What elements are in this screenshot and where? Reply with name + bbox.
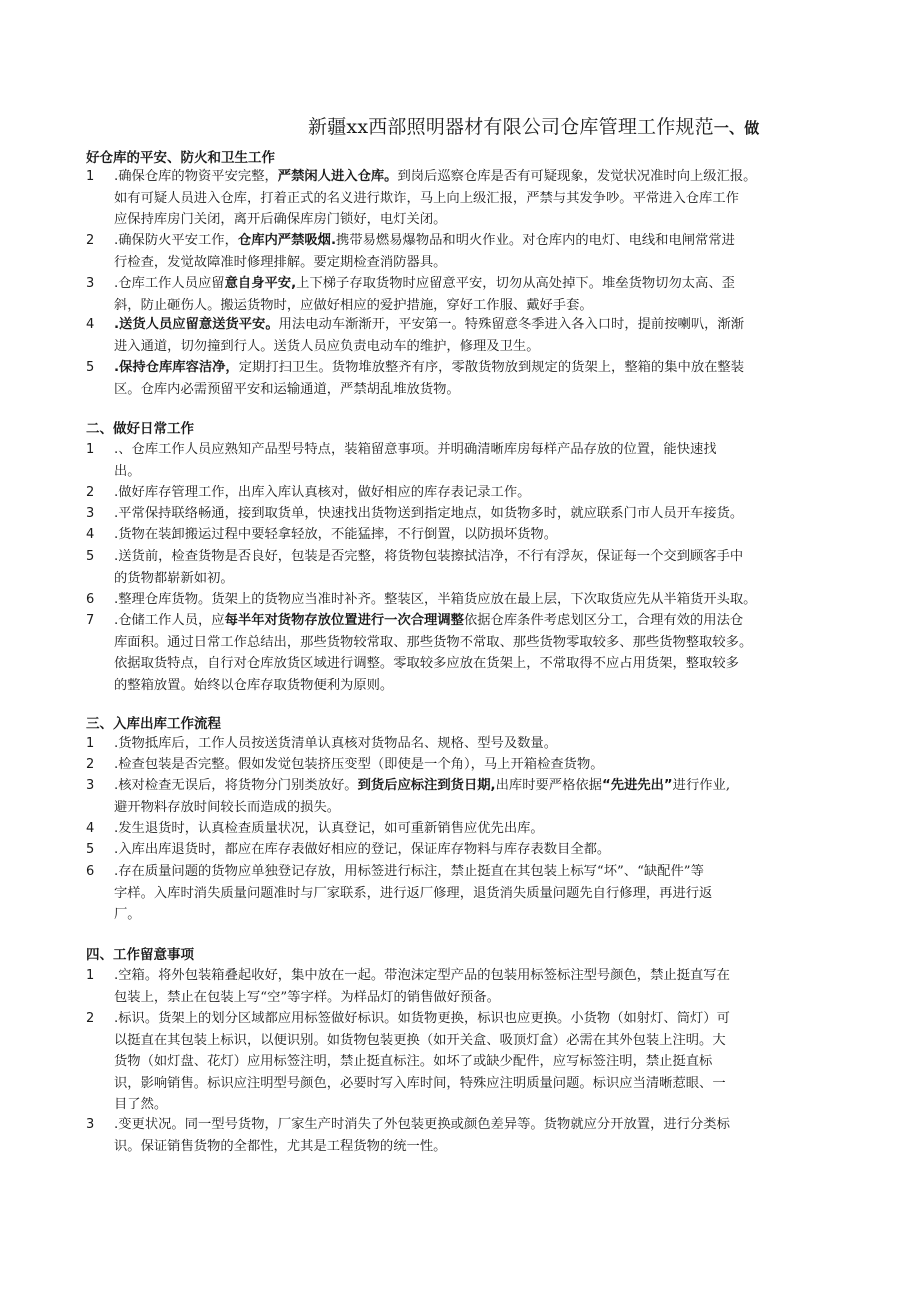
list-item xyxy=(86,839,846,861)
list-item xyxy=(86,610,846,696)
item-number: 3 xyxy=(86,778,95,793)
section-heading: 三、入库出库工作流程 xyxy=(86,716,221,732)
item-line xyxy=(114,230,846,252)
item-line xyxy=(114,1094,846,1116)
item-number: 1 xyxy=(86,442,95,457)
list-item xyxy=(86,503,846,525)
section-heading: 二、做好日常工作 xyxy=(86,421,194,437)
text-run: 避开物料存放时间较长而造成的损失。 xyxy=(114,799,341,815)
item-line xyxy=(114,482,846,504)
item-line xyxy=(114,439,846,461)
text-run: .入库出库退货时，都应在库存表做好相应的登记，保证库存物料与库存表数目全都。 xyxy=(114,842,611,857)
text-run: .空箱。将外包装箱叠起收好，集中放在一起。带泡沫定型产品的包装用标签标注型号颜色，禁止挺直写在 xyxy=(114,968,730,983)
title-tail: 一、做 xyxy=(713,119,760,137)
list-item xyxy=(86,524,846,546)
text-run: 出。 xyxy=(114,463,141,479)
item-line xyxy=(114,273,846,295)
bold-run: “先进先出” xyxy=(601,778,673,793)
text-run: 识。保证销售货物的全都性，尤其是工程货物的统一性。 xyxy=(114,1138,447,1154)
list-item xyxy=(86,818,846,840)
item-line xyxy=(114,839,846,861)
list-item xyxy=(86,166,846,231)
text-run: .平常保持联络畅通，接到取货单，快速找出货物送到指定地点，如货物多时，就应联系门市人员开车接货。 xyxy=(114,506,744,521)
text-run: .变更状况。同一型号货物，厂家生产时消失了外包装更换或颜色差异等。货物就应分开放置，进行分类标 xyxy=(114,1117,730,1132)
item-number: 2 xyxy=(86,233,95,248)
title-text: 新疆xx西部照明器材有限公司仓库管理工作规范 xyxy=(308,116,714,138)
item-number: 5 xyxy=(86,549,95,564)
text-run: 进入通道，切勿撞到行人。送货人员应负责电动车的维护，修理及卫生。 xyxy=(114,338,540,354)
list-item xyxy=(86,733,846,755)
bold-run: 严禁闲人进入仓库。 xyxy=(277,169,398,184)
section-heading: 四、工作留意事项 xyxy=(86,947,194,963)
bold-run: .保持仓库库容洁净， xyxy=(114,360,239,375)
text-run: .整理仓库货物。货架上的货物应当准时补齐。整装区，半箱货应放在最上层，下次取货应先从半箱货开头取。 xyxy=(114,592,757,607)
text-run: 行检查，发觉故障准时修理排解。要定期检查消防器具。 xyxy=(114,254,447,270)
item-line xyxy=(114,797,846,819)
list-item xyxy=(86,314,846,357)
item-line xyxy=(114,987,846,1009)
page-title xyxy=(308,112,759,139)
item-line xyxy=(114,546,846,568)
text-run: .仓库工作人员应留 xyxy=(114,276,225,291)
item-number: 1 xyxy=(86,169,95,184)
item-line xyxy=(114,568,846,590)
section-heading: 好仓库的平安、防火和卫生工作 xyxy=(86,150,275,166)
text-run: 斜，防止砸伤人。搬运货物时，应做好相应的爱护措施，穿好工作服、戴好手套。 xyxy=(114,297,593,313)
list-item xyxy=(86,1114,846,1157)
item-number: 2 xyxy=(86,1011,95,1026)
text-run: 到岗后巡察仓库是否有可疑现象，发觉状况准时向上级汇报。 xyxy=(397,169,757,184)
item-line xyxy=(114,1030,846,1052)
item-line xyxy=(114,733,846,755)
text-run: 厂。 xyxy=(114,907,141,922)
item-line xyxy=(114,818,846,840)
item-number: 3 xyxy=(86,276,95,291)
text-run: 包装上，禁止在包装上写“空”等字样。为样品灯的销售做好预备。 xyxy=(114,989,500,1005)
item-line xyxy=(114,861,846,883)
item-line xyxy=(114,188,846,210)
item-number: 3 xyxy=(86,1117,95,1132)
text-run: .确保仓库的物资平安完整， xyxy=(114,169,278,184)
text-run: 库面积。通过日常工作总结出，那些货物较常取、那些货物不常取、那些货物零取较多、那些货物整取较多。 xyxy=(114,634,753,650)
list-item xyxy=(86,230,846,273)
text-run: .发生退货时，认真检查质量状况，认真登记，如可重新销售应优先出库。 xyxy=(114,821,544,836)
text-run: 目了然。 xyxy=(114,1097,168,1112)
item-number: 1 xyxy=(86,968,95,983)
item-line xyxy=(114,1073,846,1095)
list-item xyxy=(86,1008,846,1116)
list-item xyxy=(86,754,846,776)
item-number: 5 xyxy=(86,842,95,857)
item-number: 4 xyxy=(86,527,95,542)
item-line xyxy=(114,1051,846,1073)
item-line xyxy=(114,1008,846,1030)
item-line xyxy=(114,883,846,905)
text-run: 定期打扫卫生。货物堆放整齐有序，零散货物放到规定的货架上，整箱的集中放在整装 xyxy=(238,360,745,375)
item-number: 1 xyxy=(86,736,95,751)
item-number: 4 xyxy=(86,317,95,332)
text-run: 依据仓库条件考虑划区分工，合理有效的用法仓 xyxy=(463,613,744,628)
text-run: .核对检查无误后，将货物分门别类放好。 xyxy=(114,778,358,793)
text-run: 如有可疑人员进入仓库，打着正式的名义进行欺诈，马上向上级汇报，严禁与其发争吵。平常进入仓库工作 xyxy=(114,190,739,206)
item-number: 6 xyxy=(86,592,95,607)
list-item xyxy=(86,861,846,926)
text-run: 货物（如灯盘、花灯）应用标签注明，禁止挺直标注。如坏了或缺少配件，应写标签注明，禁止挺直标 xyxy=(114,1054,713,1069)
text-run: 出库时要严格依据 xyxy=(495,778,602,793)
item-line xyxy=(114,295,846,317)
text-run: .仓储工作人员，应 xyxy=(114,613,225,628)
item-line xyxy=(114,379,846,401)
item-line xyxy=(114,675,846,697)
text-run: .检查包装是否完整。假如发觉包装挤压变型（即使是一个角），马上开箱检查货物。 xyxy=(114,757,604,772)
item-number: 2 xyxy=(86,757,95,772)
item-line xyxy=(114,524,846,546)
item-line xyxy=(114,209,846,231)
list-item xyxy=(86,965,846,1008)
list-item xyxy=(86,439,846,482)
text-run: 以挺直在其包装上标识，以便识别。如货物包装更换（如开关盒、吸顶灯盒）必需在其外包装上注明。大 xyxy=(114,1032,726,1048)
item-line xyxy=(114,252,846,274)
item-number: 4 xyxy=(86,821,95,836)
text-run: .存在质量问题的货物应单独登记存放，用标签进行标注，禁止挺直在其包装上标写“坏”、“缺配件”等 xyxy=(114,864,704,879)
item-line xyxy=(114,589,846,611)
list-item xyxy=(86,357,846,400)
item-number: 5 xyxy=(86,360,95,375)
item-line xyxy=(114,775,846,797)
bold-run: 意自身平安, xyxy=(224,276,297,291)
text-run: 进行作业, xyxy=(672,778,731,793)
item-line xyxy=(114,314,846,336)
text-run: .送货前，检查货物是否良好，包装是否完整，将货物包装擦拭洁净，不行有浮灰，保证每一个交到顾客手中 xyxy=(114,549,744,564)
item-number: 3 xyxy=(86,506,95,521)
text-run: 用法电动车渐渐开，平安第一。特殊留意冬季进入各入口时，提前按喇叭，渐渐 xyxy=(278,317,745,332)
text-run: 字样。入库时消失质量问题准时与厂家联系，进行返厂修理，退货消失质量问题先自行修理，再进行返 xyxy=(114,885,713,901)
item-line xyxy=(114,904,846,926)
text-run: .标识。货架上的划分区域都应用标签做好标识。如货物更换，标识也应更换。小货物（如射灯、筒灯）可 xyxy=(114,1011,730,1026)
item-line xyxy=(114,357,846,379)
list-item xyxy=(86,273,846,316)
list-item xyxy=(86,546,846,589)
bold-run: .送货人员应留意送货平安。 xyxy=(114,317,279,332)
item-line xyxy=(114,754,846,776)
list-item xyxy=(86,589,846,611)
text-run: .做好库存管理工作，出库入库认真核对，做好相应的库存表记录工作。 xyxy=(114,485,531,500)
bold-run: 到货后应标注到货日期, xyxy=(357,778,496,793)
item-line xyxy=(114,1136,846,1158)
text-run: 携带易燃易爆物品和明火作业。对仓库内的电灯、电线和电闸常常进 xyxy=(336,233,735,248)
text-run: 识，影响销售。标识应注明型号颜色，必要时写入库时间，特殊应注明质量问题。标识应当清晰惹眼、一 xyxy=(114,1075,726,1091)
item-line xyxy=(114,166,846,188)
text-run: 依据取货特点，自行对仓库放货区域进行调整。零取较多应放在货架上，不常取得不应占用货架，整取较多 xyxy=(114,656,739,671)
list-item xyxy=(86,775,846,818)
item-line xyxy=(114,632,846,654)
text-run: 应保持库房门关闭，离开后确保库房门锁好，电灯关闭。 xyxy=(114,212,447,227)
text-run: .货物抵库后，工作人员按送货清单认真核对货物品名、规格、型号及数量。 xyxy=(114,736,558,751)
item-number: 2 xyxy=(86,485,95,500)
bold-run: 仓库内严禁吸烟. xyxy=(237,233,337,248)
item-number: 7 xyxy=(86,613,95,628)
text-run: 区。仓库内必需预留平安和运输通道，严禁胡乱堆放货物。 xyxy=(114,381,460,397)
item-line xyxy=(114,461,846,483)
item-line xyxy=(114,336,846,358)
item-line xyxy=(114,610,846,632)
item-line xyxy=(114,965,846,987)
text-run: .确保防火平安工作， xyxy=(114,233,238,248)
text-run: 的货物都崭新如初。 xyxy=(114,570,234,586)
text-run: .货物在装卸搬运过程中要轻拿轻放，不能猛摔，不行倒置，以防损坏货物。 xyxy=(114,527,558,542)
item-line xyxy=(114,653,846,675)
bold-run: 每半年对货物存放位置进行一次合理调整 xyxy=(224,613,464,628)
item-line xyxy=(114,503,846,525)
text-run: 上下梯子存取货物时应留意平安，切勿从高处掉下。堆垒货物切勿太高、歪 xyxy=(296,276,735,291)
text-run: .、仓库工作人员应熟知产品型号特点，装箱留意事项。并明确清晰库房每样产品存放的位置，能快速找 xyxy=(114,442,717,457)
text-run: 的整箱放置。始终以仓库存取货物便利为原则。 xyxy=(114,677,394,693)
item-line xyxy=(114,1114,846,1136)
item-number: 6 xyxy=(86,864,95,879)
list-item xyxy=(86,482,846,504)
